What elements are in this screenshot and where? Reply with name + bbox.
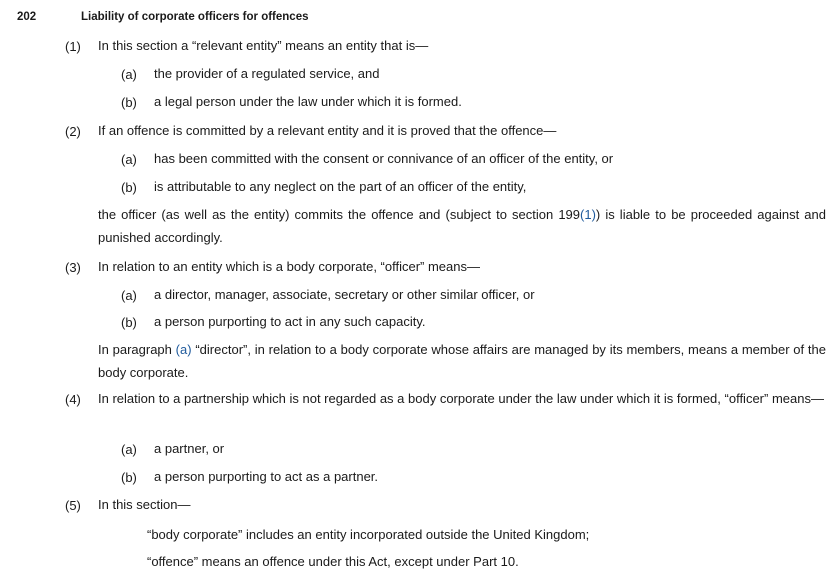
paragraph-text: is attributable to any neglect on the part of an officer of the entity,	[154, 179, 527, 194]
paragraph-text: a partner, or	[154, 441, 225, 456]
subsection-text: In this section—	[98, 497, 191, 512]
closing-text-end: ) is liable to be proceeded against and punished accordingly.	[98, 207, 826, 245]
paragraph-number: (a)	[121, 442, 137, 457]
subsection-closing-text	[98, 203, 826, 249]
subsection-closing-text	[98, 338, 826, 384]
subsection-text: In relation to a partnership which is not regarded as a body corporate under the law under which it is formed, “officer” means—	[98, 391, 824, 406]
closing-text-end: “director”, in relation to a body corporate whose affairs are managed by its members, means a member of the body corporate.	[98, 342, 826, 380]
paragraph-text: a person purporting to act as a partner.	[154, 469, 379, 484]
paragraph-number: (a)	[121, 288, 137, 303]
section-title: Liability of corporate officers for offences	[81, 11, 309, 23]
subsection-number: (2)	[65, 124, 81, 139]
cross-reference-link[interactable]: (a)	[175, 342, 192, 357]
paragraph-text: the provider of a regulated service, and	[154, 66, 380, 81]
definition-text: “offence” means an offence under this Act, except under Part 10.	[147, 554, 519, 569]
subsection-number: (4)	[65, 392, 81, 407]
paragraph-number: (b)	[121, 180, 137, 195]
section-number: 202	[17, 11, 37, 23]
paragraph-number: (b)	[121, 95, 137, 110]
paragraph-text: a person purporting to act in any such capacity.	[154, 314, 426, 329]
paragraph-text: a director, manager, associate, secretary or other similar officer, or	[154, 287, 535, 302]
subsection-number: (1)	[65, 39, 81, 54]
closing-text-start: In paragraph	[98, 342, 176, 357]
definition-text: “body corporate” includes an entity incorporated outside the United Kingdom;	[147, 527, 590, 542]
subsection-number: (3)	[65, 260, 81, 275]
paragraph-text: has been committed with the consent or connivance of an officer of the entity, or	[154, 151, 614, 166]
paragraph-number: (a)	[121, 67, 137, 82]
subsection-text: If an offence is committed by a relevant entity and it is proved that the offence—	[98, 123, 557, 138]
closing-text-start: the officer (as well as the entity) commits the offence and (subject to section 199	[98, 207, 581, 222]
paragraph-number: (b)	[121, 315, 137, 330]
paragraph-text: a legal person under the law under which it is formed.	[154, 94, 462, 109]
paragraph-number: (a)	[121, 152, 137, 167]
paragraph-number: (b)	[121, 470, 137, 485]
subsection-text: In relation to an entity which is a body corporate, “officer” means—	[98, 259, 481, 274]
cross-reference-link[interactable]: (1)	[580, 207, 596, 222]
subsection-text: In this section a “relevant entity” means an entity that is—	[98, 38, 429, 53]
subsection-number: (5)	[65, 498, 81, 513]
